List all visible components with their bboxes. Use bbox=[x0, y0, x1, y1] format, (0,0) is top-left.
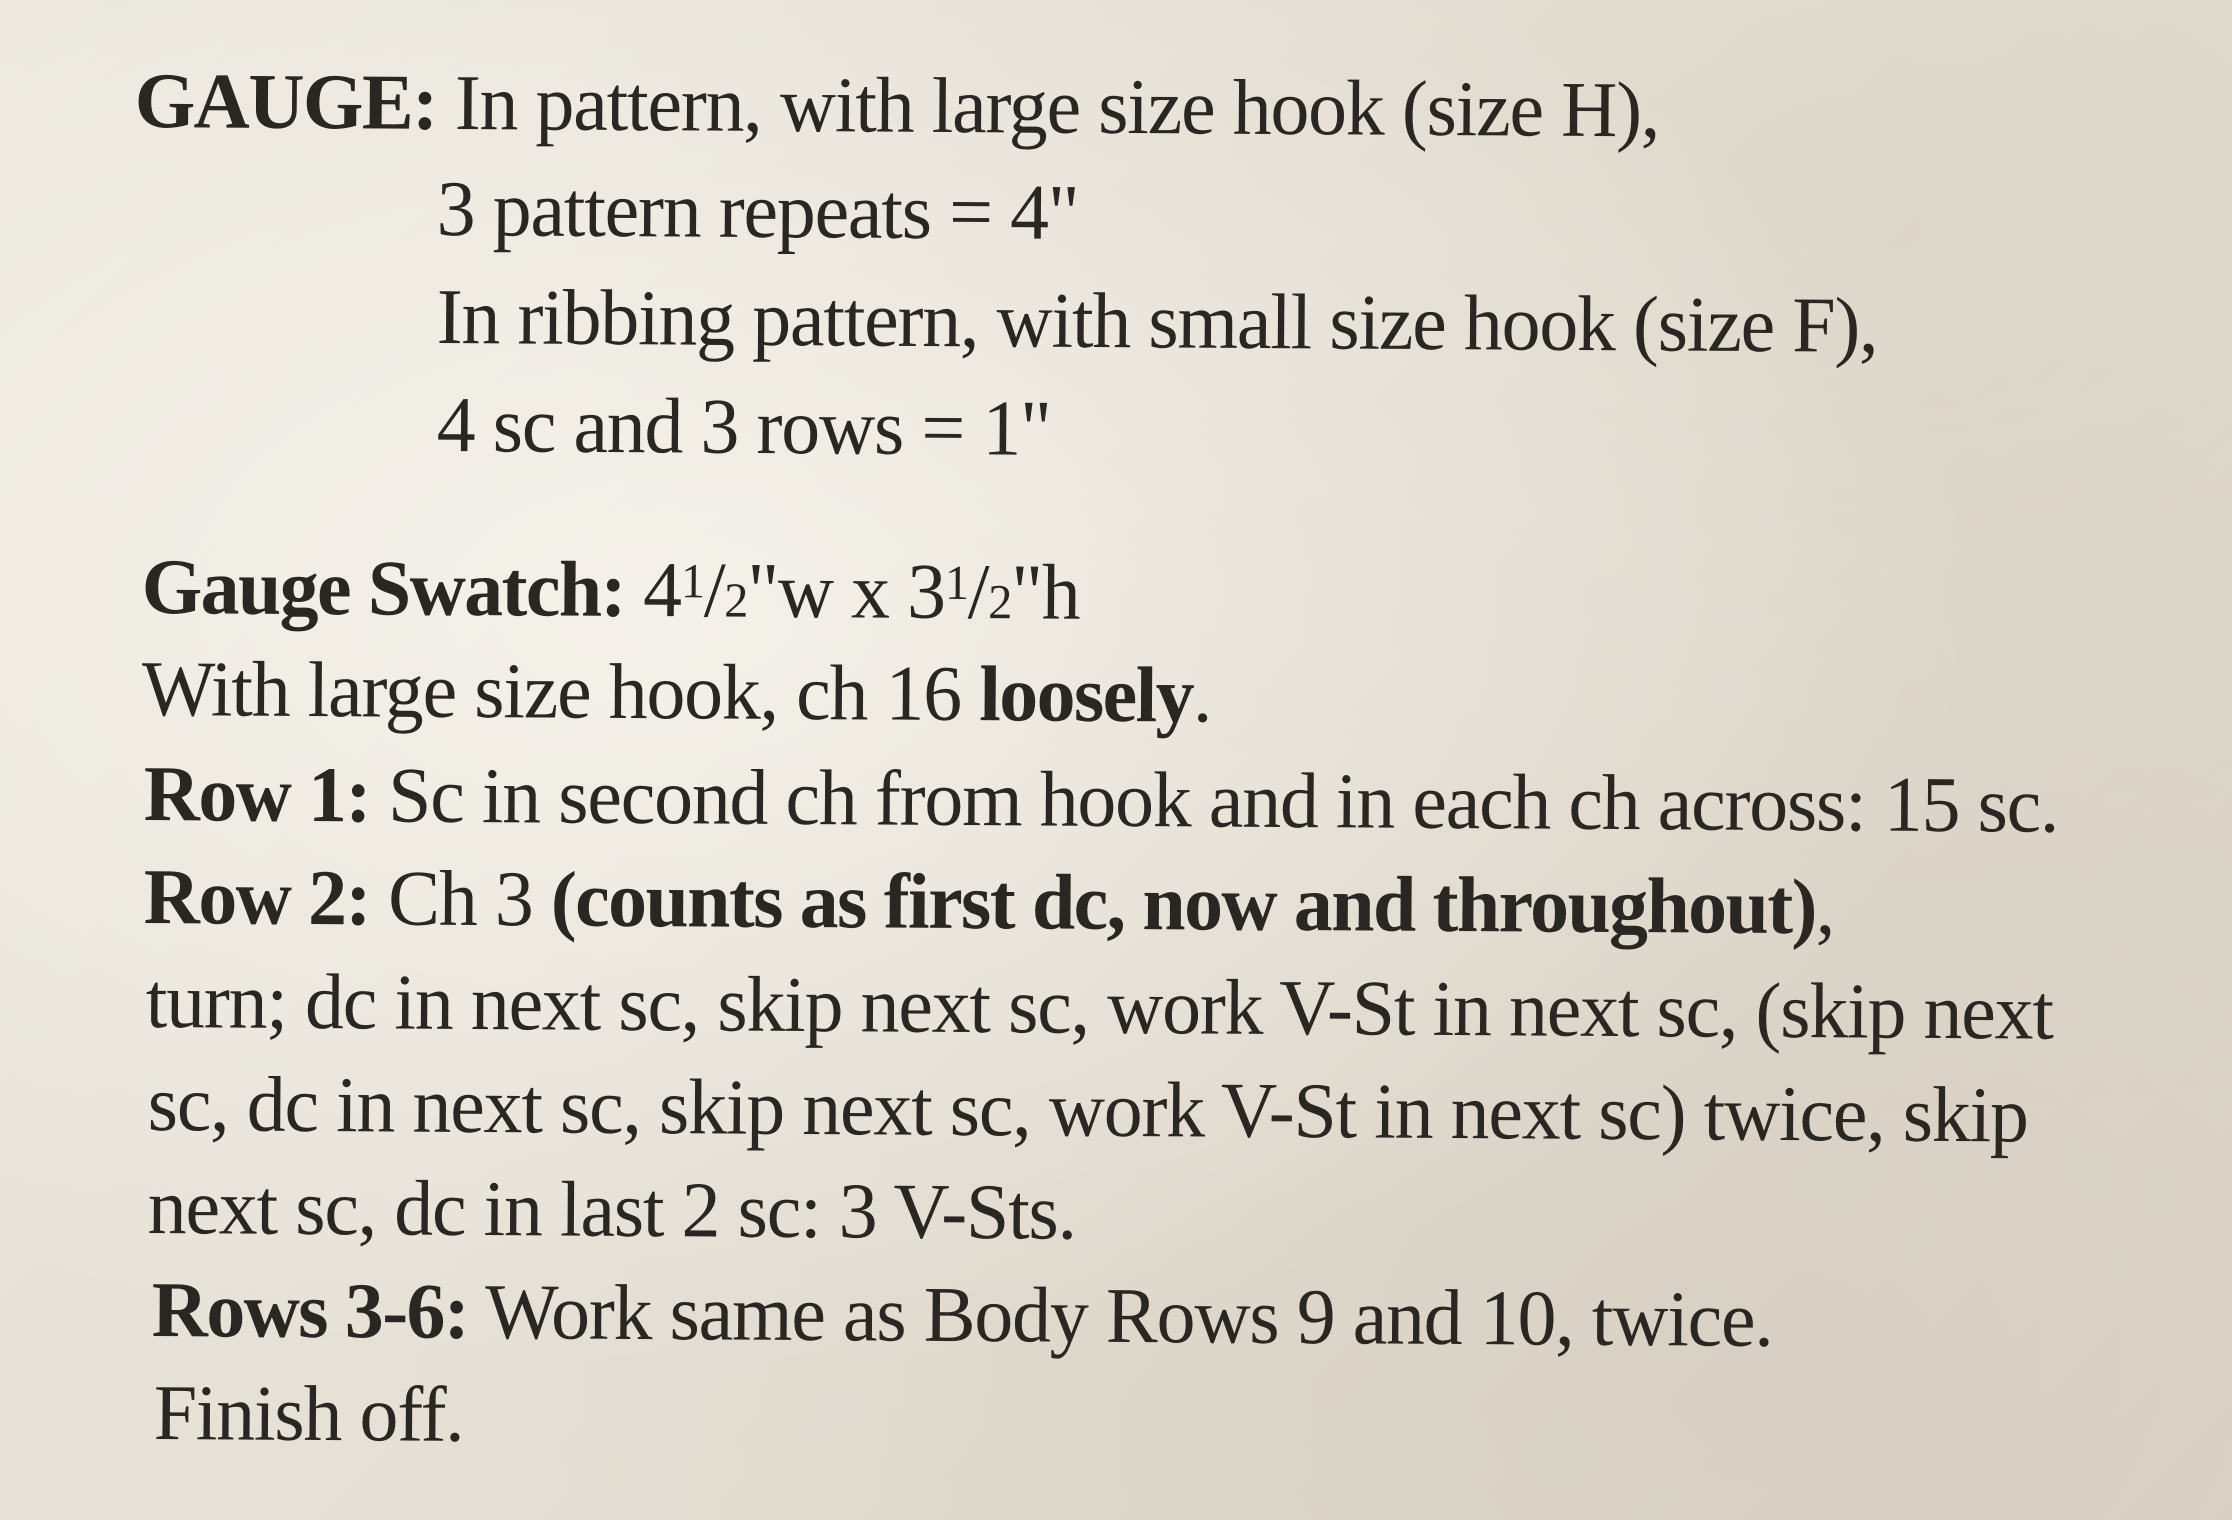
finish-off: Finish off. bbox=[153, 1370, 464, 1459]
emphasis-loosely: loosely bbox=[979, 651, 1194, 740]
row-2: Row 2: Ch 3 (counts as first dc, now and throughout), bbox=[143, 854, 1835, 952]
row-1 bbox=[143, 751, 2059, 850]
row-2-cont-3: next sc, dc in last 2 sc: 3 V-Sts. bbox=[147, 1164, 1077, 1257]
rows-3-6 bbox=[151, 1267, 1773, 1364]
row-2-note: (counts as first dc, now and throughout) bbox=[550, 856, 1817, 952]
gauge-line-4: 4 sc and 3 rows = 1" bbox=[436, 382, 1051, 473]
swatch-line bbox=[141, 544, 1080, 637]
gauge-label: GAUGE: bbox=[134, 58, 437, 147]
swatch-size: $4^1/2"w$ x $3^1/2"h$ bbox=[642, 547, 1080, 637]
rows-3-6-label: Rows 3-6: bbox=[151, 1267, 469, 1356]
swatch-label: Gauge Swatch: bbox=[141, 544, 626, 634]
row-1-label: Row 1: bbox=[143, 751, 371, 840]
rows-3-6-text: Work same as Body Rows 9 and 10, twice. bbox=[484, 1269, 1773, 1364]
swatch-intro: With large size hook, ch 16 loosely. bbox=[141, 646, 1212, 740]
row-2-label: Row 2: bbox=[143, 854, 371, 943]
row-2-cont-1: turn; dc in next sc, skip next sc, work V-St in next sc, (skip next bbox=[145, 958, 2054, 1057]
gauge-line-2: 3 pattern repeats = 4" bbox=[436, 166, 1079, 257]
gauge-text: In pattern, with large size hook (size H), bbox=[454, 59, 1660, 155]
gauge-line-1 bbox=[134, 58, 1660, 155]
row-1-text: Sc in second ch from hook and in each ch across: 15 sc. bbox=[387, 752, 2059, 850]
row-2-cont-2: sc, dc in next sc, skip next sc, work V-St in next sc) twice, skip bbox=[147, 1061, 2029, 1160]
gauge-line-3: In ribbing pattern, with small size hook (size F), bbox=[436, 274, 1878, 370]
